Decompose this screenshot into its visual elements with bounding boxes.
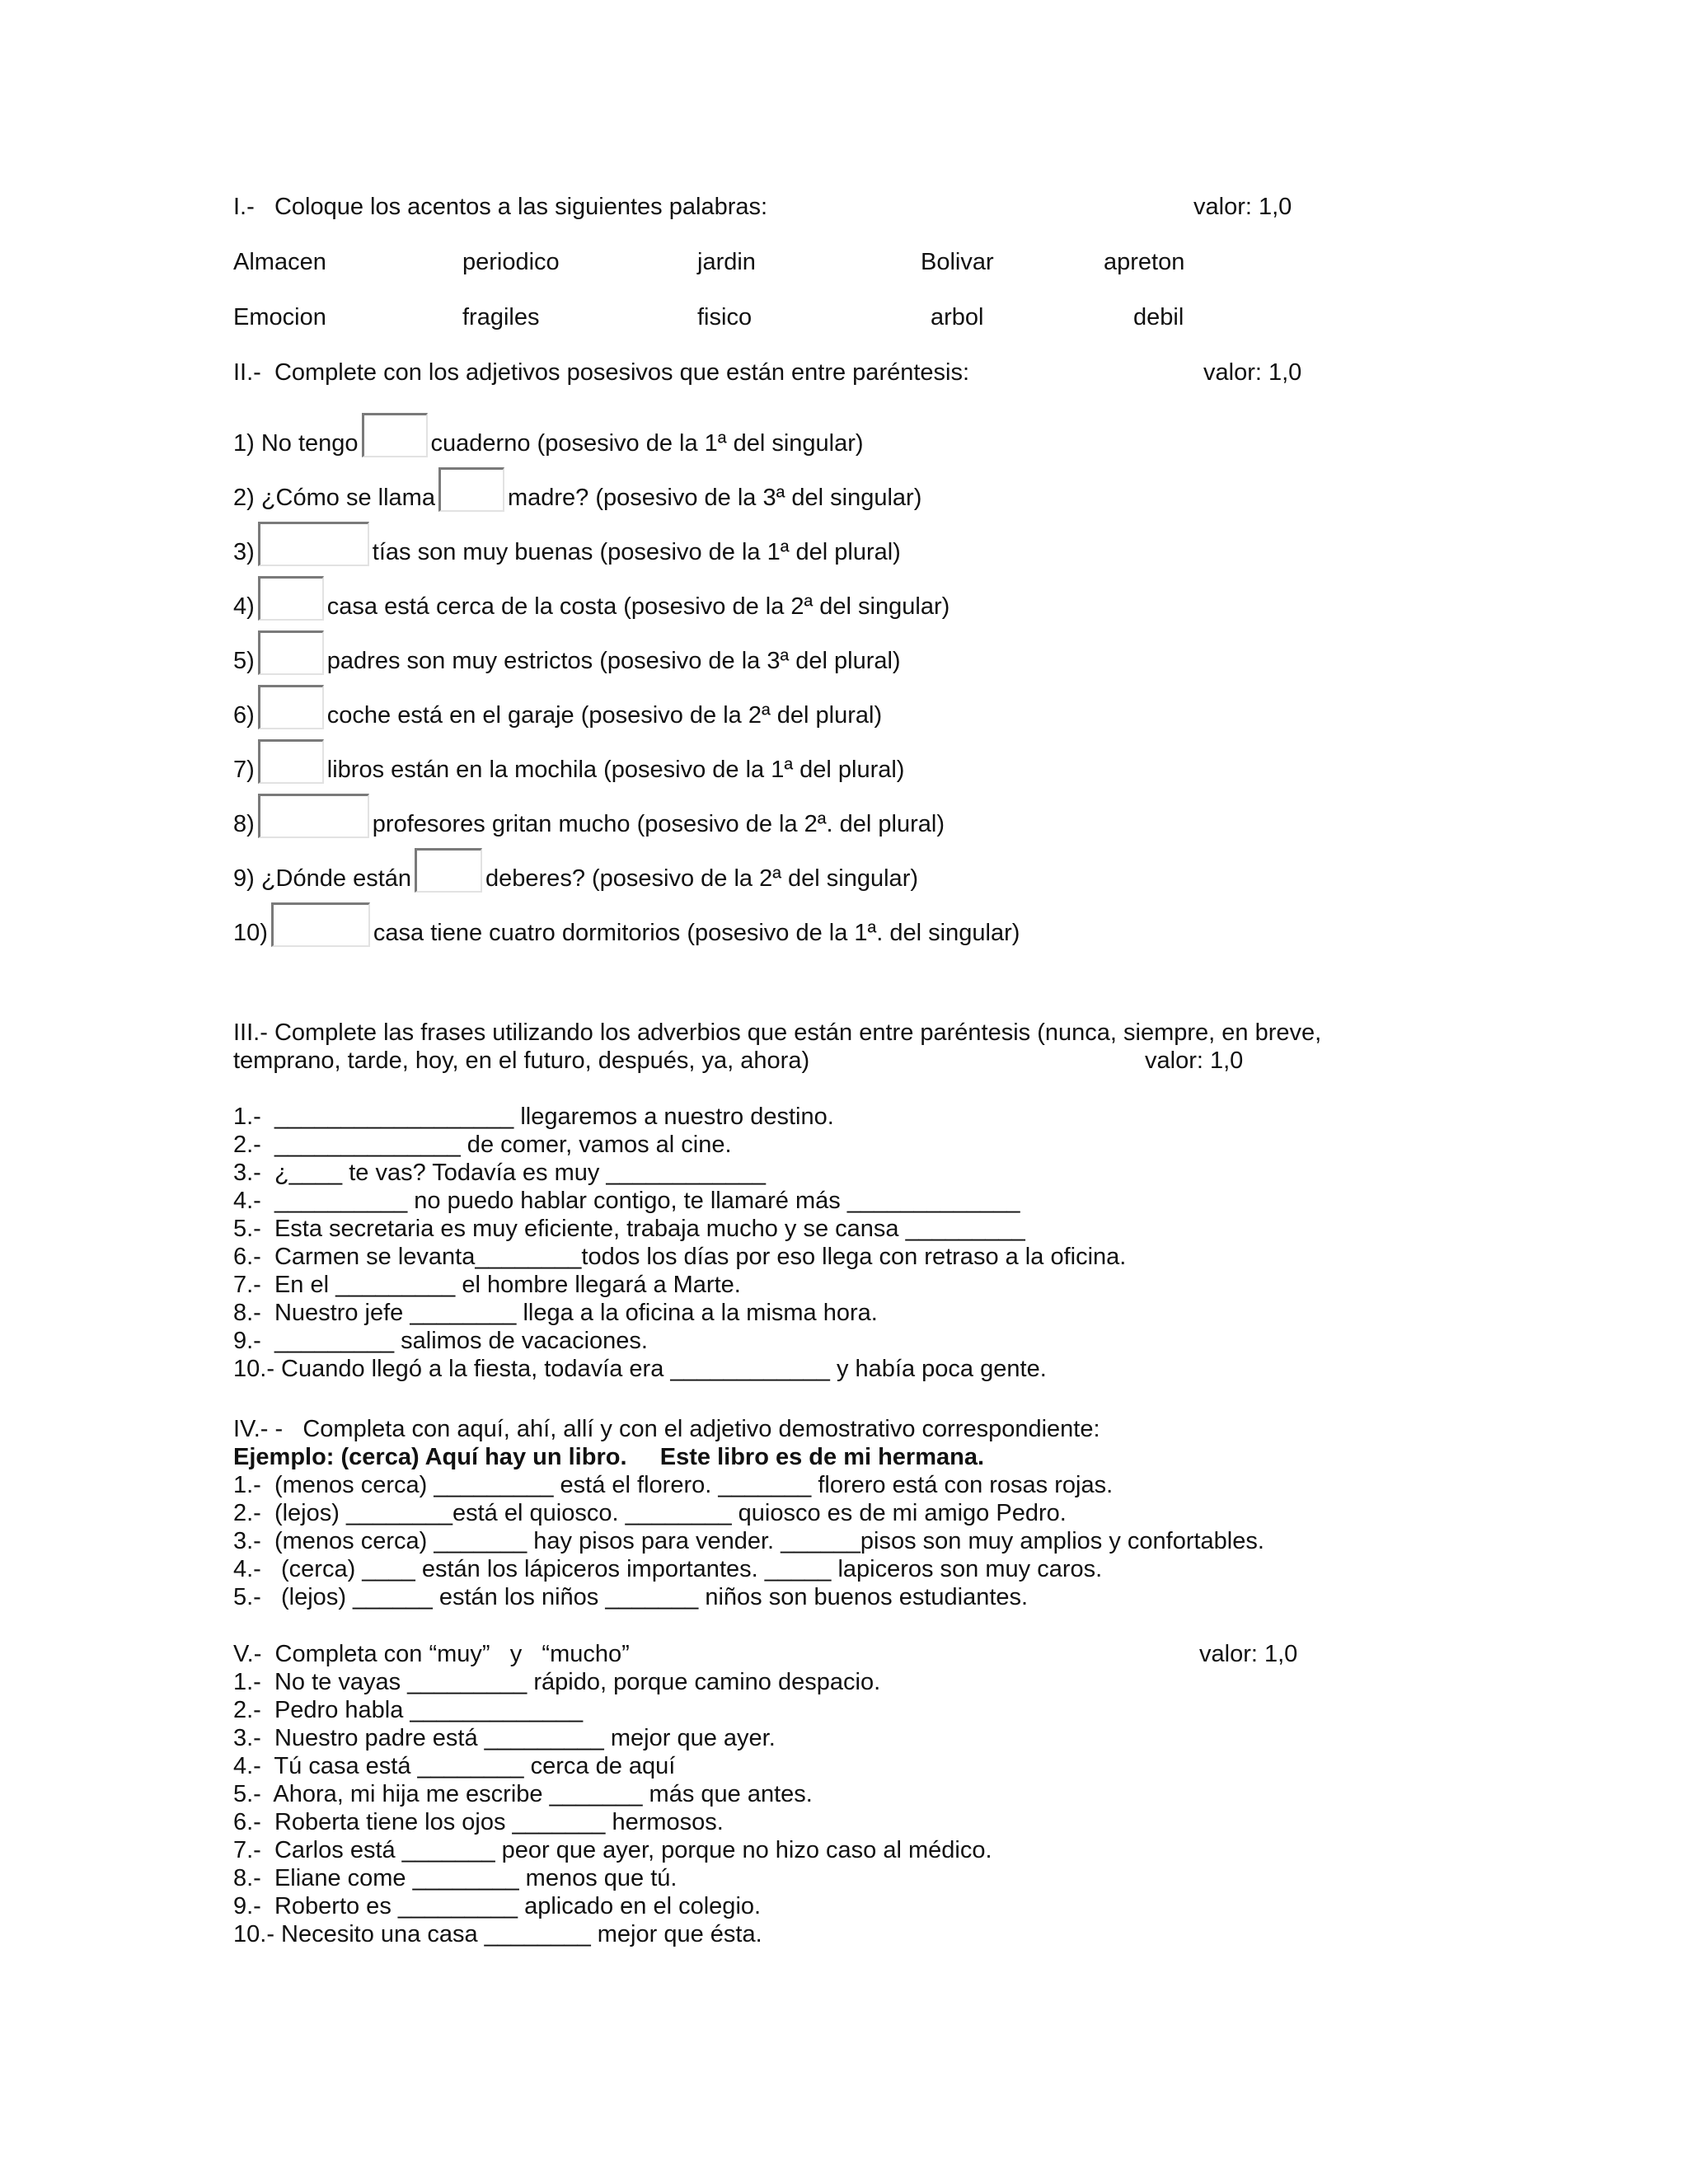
adverb-item: 9.- _________ salimos de vacaciones. (233, 1328, 648, 1354)
section-1-title: I.- Coloque los acentos a las siguientes palabras: (233, 194, 768, 220)
adverb-item: 5.- Esta secretaria es muy eficiente, trabaja mucho y se cansa _________ (233, 1216, 1025, 1242)
answer-box[interactable] (438, 467, 504, 512)
answer-box[interactable] (258, 739, 324, 784)
section-4-example: Ejemplo: (cerca) Aquí hay un libro. Este libro es de mi hermana. (233, 1444, 985, 1470)
possessive-item: 6) coche está en el garaje (posesivo de la 2ª del plural) (233, 685, 882, 729)
answer-box[interactable] (258, 794, 369, 838)
possessive-item: 4) casa está cerca de la costa (posesivo de la 2ª del singular) (233, 576, 950, 621)
section-3-title-cont: temprano, tarde, hoy, en el futuro, después, ya, ahora) (233, 1047, 810, 1074)
word: periodico (462, 249, 560, 275)
section-2-valor: valor: 1,0 (1203, 359, 1302, 386)
muy-mucho-item: 8.- Eliane come ________ menos que tú. (233, 1865, 678, 1891)
demonstrative-item: 5.- (lejos) ______ están los niños _______ niños son buenos estudiantes. (233, 1584, 1029, 1610)
answer-box[interactable] (415, 848, 482, 893)
possessive-item: 9) ¿Dónde están deberes? (posesivo de la 2ª del singular) (233, 848, 918, 893)
demonstrative-item: 2.- (lejos) ________está el quiosco. ________ quiosco es de mi amigo Pedro. (233, 1500, 1067, 1526)
word: arbol (931, 304, 984, 330)
muy-mucho-item: 3.- Nuestro padre está _________ mejor que ayer. (233, 1725, 776, 1751)
possessive-item: 8) profesores gritan mucho (posesivo de la 2ª. del plural) (233, 794, 945, 838)
answer-box[interactable] (258, 630, 324, 675)
muy-mucho-item: 2.- Pedro habla _____________ (233, 1697, 584, 1723)
section-1-valor: valor: 1,0 (1193, 194, 1292, 220)
muy-mucho-item: 10.- Necesito una casa ________ mejor que ésta. (233, 1921, 762, 1947)
muy-mucho-item: 5.- Ahora, mi hija me escribe _______ más que antes. (233, 1781, 813, 1807)
muy-mucho-item: 9.- Roberto es _________ aplicado en el colegio. (233, 1893, 762, 1919)
word: Emocion (233, 304, 326, 330)
answer-box[interactable] (258, 522, 369, 566)
adverb-item: 4.- __________ no puedo hablar contigo, te llamaré más _____________ (233, 1188, 1020, 1214)
possessive-item: 10) casa tiene cuatro dormitorios (posesivo de la 1ª. del singular) (233, 902, 1020, 947)
possessive-item: 5) padres son muy estrictos (posesivo de la 3ª del plural) (233, 630, 901, 675)
possessive-item: 2) ¿Cómo se llama madre? (posesivo de la 3ª del singular) (233, 467, 921, 512)
word: Almacen (233, 249, 326, 275)
section-3-title: III.- Complete las frases utilizando los adverbios que están entre paréntesis (nunca, siempre, en breve, (233, 1019, 1322, 1046)
word: fragiles (462, 304, 540, 330)
muy-mucho-item: 1.- No te vayas _________ rápido, porque camino despacio. (233, 1669, 881, 1695)
section-4-title: IV.- - Completa con aquí, ahí, allí y con el adjetivo demostrativo correspondiente: (233, 1416, 1100, 1442)
adverb-item: 2.- ______________ de comer, vamos al cine. (233, 1132, 732, 1158)
answer-box[interactable] (258, 685, 324, 729)
answer-box[interactable] (362, 413, 428, 457)
adverb-item: 10.- Cuando llegó a la fiesta, todavía era ____________ y había poca gente. (233, 1356, 1047, 1382)
word: jardin (697, 249, 756, 275)
word: debil (1133, 304, 1184, 330)
adverb-item: 8.- Nuestro jefe ________ llega a la oficina a la misma hora. (233, 1300, 878, 1326)
word: apreton (1104, 249, 1185, 275)
adverb-item: 6.- Carmen se levanta________todos los días por eso llega con retraso a la oficina. (233, 1244, 1127, 1270)
possessive-item: 7) libros están en la mochila (posesivo de la 1ª del plural) (233, 739, 904, 784)
muy-mucho-item: 4.- Tú casa está ________ cerca de aquí (233, 1753, 676, 1779)
answer-box[interactable] (258, 576, 324, 621)
adverb-item: 7.- En el _________ el hombre llegará a Marte. (233, 1272, 741, 1298)
muy-mucho-item: 7.- Carlos está _______ peor que ayer, porque no hizo caso al médico. (233, 1837, 992, 1863)
answer-box[interactable] (271, 902, 370, 947)
demonstrative-item: 3.- (menos cerca) _______ hay pisos para vender. ______pisos son muy amplios y confortables. (233, 1528, 1264, 1554)
section-2-title: II.- Complete con los adjetivos posesivos que están entre paréntesis: (233, 359, 970, 386)
adverb-item: 3.- ¿____ te vas? Todavía es muy ____________ (233, 1160, 766, 1186)
section-3-valor: valor: 1,0 (1145, 1047, 1244, 1074)
possessive-item: 3) tías son muy buenas (posesivo de la 1ª del plural) (233, 522, 901, 566)
demonstrative-item: 1.- (menos cerca) _________ está el florero. _______ florero está con rosas rojas. (233, 1472, 1114, 1498)
possessive-item: 1) No tengo cuaderno (posesivo de la 1ª del singular) (233, 413, 864, 457)
muy-mucho-item: 6.- Roberta tiene los ojos _______ hermosos. (233, 1809, 724, 1835)
section-5-title: V.- Completa con “muy” y “mucho” (233, 1641, 630, 1667)
word: Bolivar (921, 249, 994, 275)
section-5-valor: valor: 1,0 (1199, 1641, 1298, 1667)
demonstrative-item: 4.- (cerca) ____ están los lápiceros importantes. _____ lapiceros son muy caros. (233, 1556, 1103, 1582)
adverb-item: 1.- __________________ llegaremos a nuestro destino. (233, 1104, 834, 1130)
word: fisico (697, 304, 753, 330)
